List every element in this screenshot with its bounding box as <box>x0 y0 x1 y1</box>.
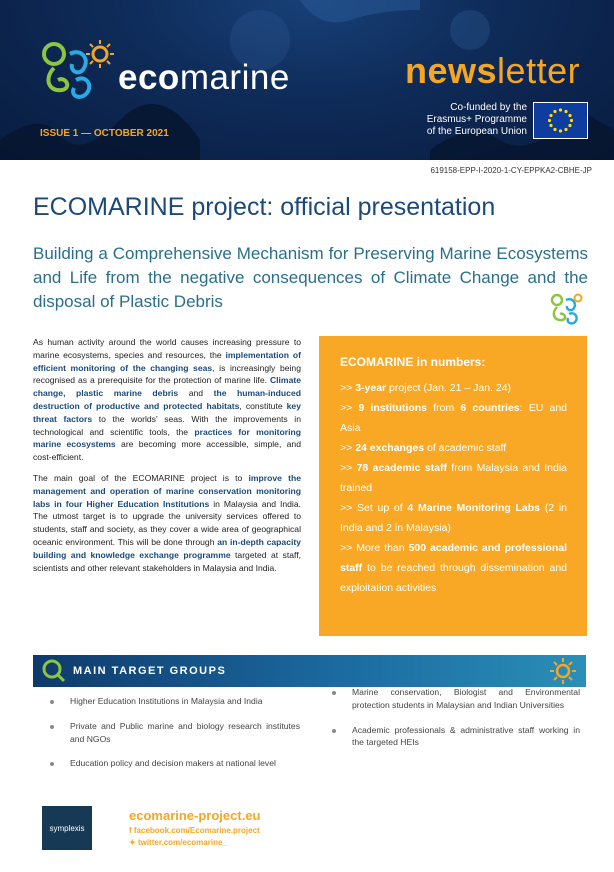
list-item: Marine conservation, Biologist and Environmental protection students in Malaysian and Indian Universities <box>332 686 580 712</box>
project-reference: 619158-EPP-I-2020-1-CY-EPPKA2-CBHE-JP <box>430 166 592 175</box>
list-item: Higher Education Institutions in Malaysia and India <box>50 695 300 708</box>
magnifier-logo-icon <box>39 656 69 686</box>
list-item: Private and Public marine and biology research institutes and NGOs <box>50 720 300 746</box>
website-link[interactable]: ecomarine-project.eu <box>129 808 261 823</box>
target-groups-bar <box>33 655 586 687</box>
cofunded-text: Co-funded by the Erasmus+ Programme of the European Union <box>426 102 527 137</box>
facebook-icon: f <box>129 826 134 835</box>
target-groups-title: MAIN TARGET GROUPS <box>73 665 227 677</box>
twitter-link[interactable]: ✦ twitter.com/ecomarine_ <box>129 838 227 847</box>
intro-text <box>33 336 301 582</box>
issue-label: ISSUE 1 — OCTOBER 2021 <box>40 128 169 139</box>
sun-icon <box>548 656 578 686</box>
list-item: Education policy and decision makers at national level <box>50 757 300 770</box>
facebook-link[interactable]: f facebook.com/Ecomarine.project <box>129 826 260 835</box>
newsletter-label: newsletter <box>405 50 581 91</box>
target-groups-right <box>332 686 580 761</box>
newsletter-header <box>0 0 614 160</box>
numbers-box <box>319 336 587 636</box>
numbers-item-3: >> 24 exchanges of academic staff <box>340 442 507 454</box>
target-groups-left <box>50 695 300 782</box>
eu-flag-icon <box>533 102 588 139</box>
page-subtitle: Building a Comprehensive Mechanism for Preserving Marine Ecosystems and Life from the negative consequences of Climate Change and the disposal of Plastic Debris <box>33 244 588 311</box>
numbers-item-5: >> Set up of 4 Marine Monitoring Labs (2 in India and 2 in Malaysia) <box>340 502 567 534</box>
numbers-item-4: >> 78 academic staff from Malaysia and India trained <box>340 462 567 494</box>
brand-name: ecomarine <box>118 58 290 97</box>
intro-paragraph-1: As human activity around the world causes increasing pressure to marine ecosystems, species and resources, the implementation of efficient monitoring of the changing seas, is increasingly being recognised as a prerequisite for the protection of marine life. Climate change, plastic marine debris and the human-induced destruction of productive and protected habitats, constitute key threat factors to the worlds' seas. With the improvements in technological and scientific tools, the practices for monitoring marine ecosystems are becoming more accessible, simple, and cost-efficient. <box>33 337 301 463</box>
numbers-item-1: >> 3-year project (Jan. 21 – Jan. 24) <box>340 382 512 394</box>
ecomarine-logo <box>36 34 118 112</box>
partner-logo: symplexis <box>42 806 92 850</box>
list-item: Academic professionals & administrative staff working in the targeted HEIs <box>332 724 580 750</box>
twitter-icon: ✦ <box>129 838 138 847</box>
mini-logo-icon <box>548 290 584 331</box>
page-title: ECOMARINE project: official presentation <box>33 193 496 221</box>
intro-paragraph-2: The main goal of the ECOMARINE project is to improve the management and operation of marine conservation monitoring labs in four Higher Education Institutions in Malaysia and India. The utmost target is to upgrade the university services offered to students, staff and society, as they cover a wide area of geographical oceanic environment. This will be done through an in-depth capacity building and knowledge exchange programme targeted at staff, scientists and other relevant stakeholders in Malaysia and India. <box>33 472 301 573</box>
numbers-item-6: >> More than 500 academic and professional staff to be reached through dissemination and exploitation activities <box>340 542 568 594</box>
numbers-heading: ECOMARINE in numbers: <box>340 355 486 369</box>
numbers-item-2: >> 9 institutions from 6 countries: EU and Asia <box>340 402 567 434</box>
ecomarine-logo-icon <box>36 34 118 112</box>
